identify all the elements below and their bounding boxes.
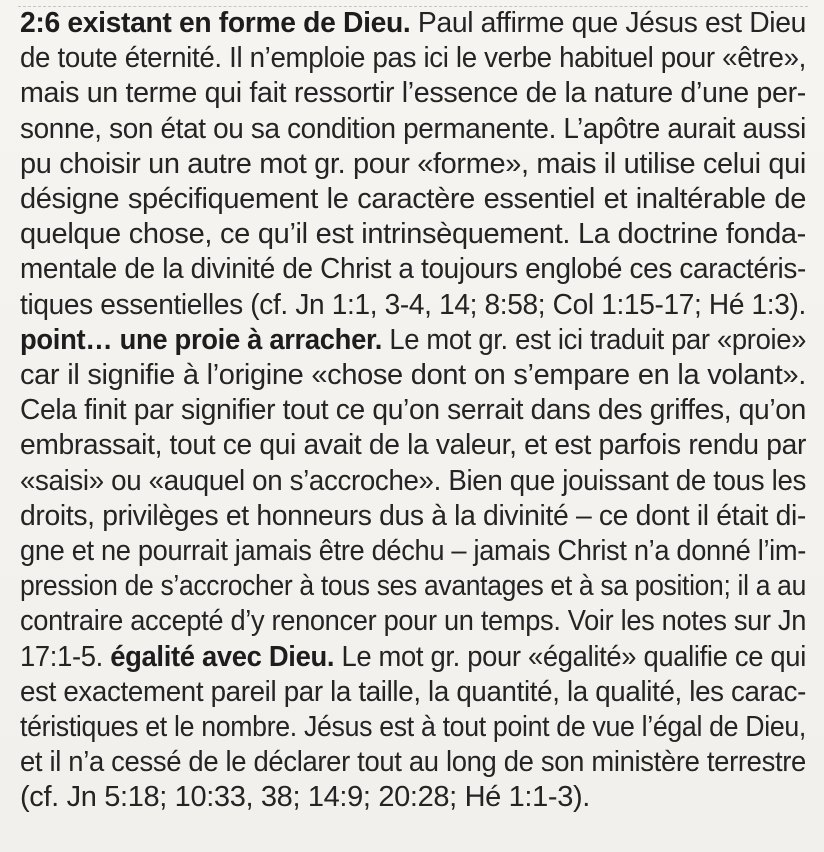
text-line	[20, 604, 806, 639]
text-line	[20, 780, 806, 815]
text-run: Le mot gr. pour «égalité» qualifie ce qui	[334, 640, 806, 673]
commentary-paragraph	[20, 6, 806, 816]
text-line	[20, 393, 806, 428]
text-run: mais un terme qui fait ressortir l’essence de la nature d’une per-	[20, 77, 806, 110]
text-line	[20, 182, 806, 217]
text-run: tiques essentielles (cf. Jn 1:1, 3-4, 14; 8:58; Col 1:15-17; Hé 1:3).	[20, 288, 806, 321]
text-line	[20, 252, 806, 287]
text-run: contraire accepté d’y renoncer pour un temps. Voir les notes sur Jn	[20, 605, 807, 638]
text-line	[20, 112, 806, 147]
text-run: 17:1-5.	[20, 640, 111, 673]
phrase-heading: point… une proie à arracher.	[20, 323, 383, 356]
text-line	[20, 217, 806, 252]
text-line	[20, 147, 806, 182]
text-run: pression de s’accrocher à tous ses avantages et à sa position; il a au	[20, 570, 806, 603]
text-run: téristiques et le nombre. Jésus est à tout point de vue l’égal de Dieu,	[20, 711, 807, 744]
text-run: est exactement pareil par la taille, la quantité, la qualité, les carac-	[20, 675, 807, 708]
text-run: droits, privilèges et honneurs dus à la divinité – ce dont il était di-	[20, 499, 807, 532]
text-line	[20, 76, 806, 111]
text-run: (cf. Jn 5:18; 10:33, 38; 14:9; 20:28; Hé 1:1-3).	[20, 781, 591, 814]
text-line	[20, 428, 806, 463]
text-line	[20, 534, 806, 569]
text-run: Le mot gr. est ici traduit par «proie»	[382, 323, 807, 356]
text-line	[20, 358, 806, 393]
text-run: de toute éternité. Il n’emploie pas ici le verbe habituel pour «être»,	[20, 42, 807, 75]
verse-heading: 2:6 existant en forme de Dieu.	[20, 7, 411, 39]
text-line	[20, 499, 806, 534]
text-run: «saisi» ou «auquel on s’accroche». Bien que jouissant de tous les	[20, 464, 807, 497]
text-line	[20, 41, 806, 76]
text-line	[20, 464, 806, 499]
text-run: gne et ne pourrait jamais être déchu – jamais Christ n’a donné l’im-	[20, 535, 806, 568]
text-line	[20, 6, 806, 41]
text-run: quelque chose, ce qu’il est intrinsèquement. La doctrine fonda-	[20, 218, 806, 251]
phrase-heading: égalité avec Dieu.	[110, 640, 335, 673]
text-run: et il n’a cessé de le déclarer tout au long de son ministère terrestre	[20, 746, 806, 779]
text-run: car il signifie à l’origine «chose dont on s’empare en la volant».	[20, 359, 806, 392]
text-line	[20, 710, 806, 745]
text-run: pu choisir un autre mot gr. pour «forme», mais il utilise celui qui	[20, 147, 806, 180]
text-run: mentale de la divinité de Christ a toujours englobé ces caractéris-	[20, 253, 807, 286]
text-line	[20, 323, 806, 358]
text-line	[20, 288, 806, 323]
text-run: Cela finit par signifier tout ce qu’on serrait dans des griffes, qu’on	[20, 394, 806, 427]
text-run: embrassait, tout ce qui avait de la valeur, et est parfois rendu par	[20, 429, 807, 462]
text-run: sonne, son état ou sa condition permanente. L’apôtre aurait aussi	[20, 112, 806, 145]
text-line	[20, 640, 806, 675]
text-line	[20, 745, 806, 780]
text-run: désigne spécifiquement le caractère essentiel et inaltérable de	[20, 183, 806, 216]
text-run: Paul affirme que Jésus est Dieu	[410, 7, 806, 39]
text-line	[20, 569, 806, 604]
text-line	[20, 675, 806, 710]
